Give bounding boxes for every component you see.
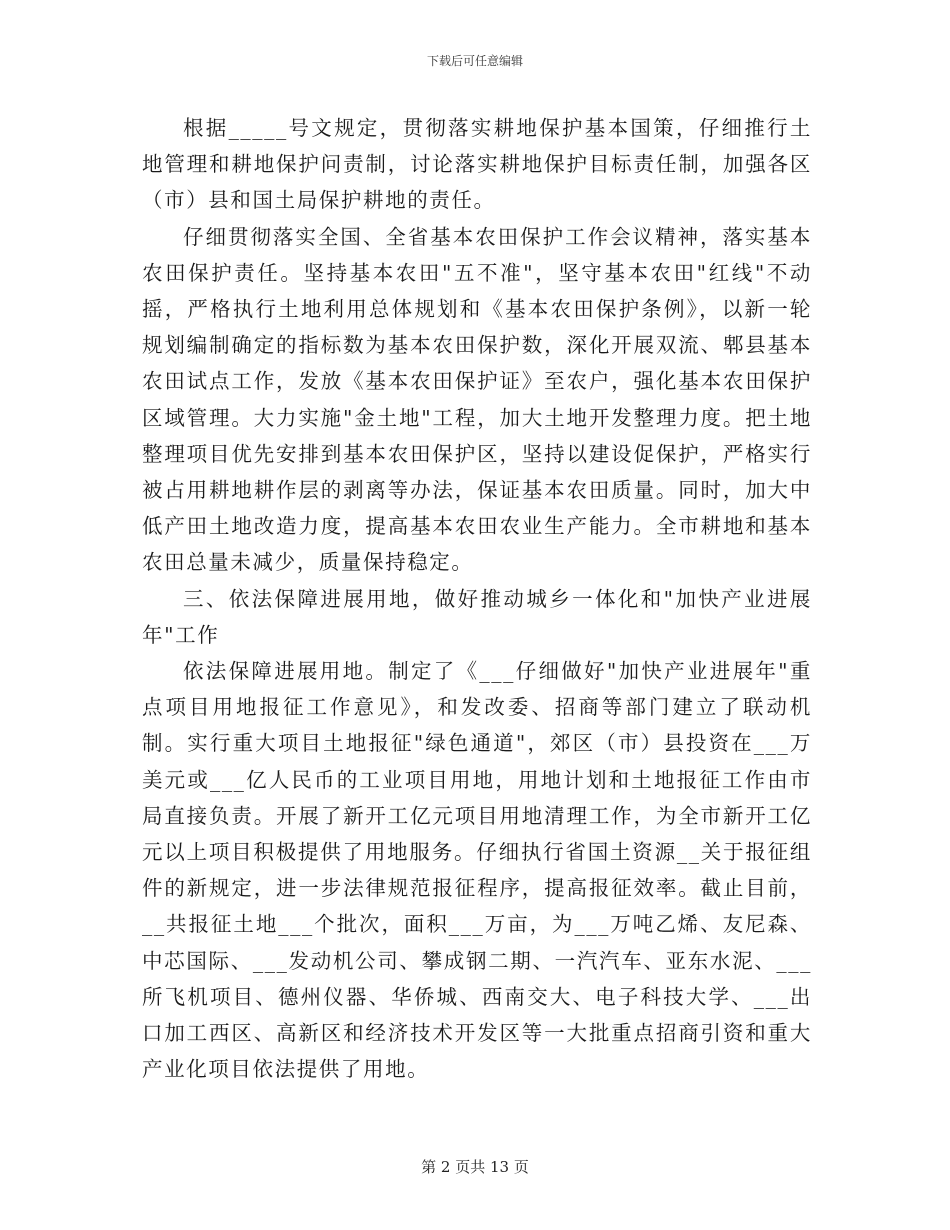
document-body [142,110,812,1087]
paragraph-1: 根据_____号文规定，贯彻落实耕地保护基本国策，仔细推行土地管理和耕地保护问责制，讨论落实耕地保护目标责任制，加强各区（市）县和国土局保护耕地的责任。 [142,116,812,213]
paragraph-3: 依法保障进展用地。制定了《___仔细做好"加快产业进展年"重点项目用地报征工作意见》，和发改委、招商等部门建立了联动机制。实行重大项目土地报征"绿色通道"，郊区（市）县投资在___万美元或___亿人民币的工业项目用地，用地计划和土地报征工作由市局直接负责。开展了新开工亿元项目用地清理工作，为全市新开工亿元以上项目积极提供了用地服务。仔细执行省国土资源__关于报征组件的新规定，进一步法律规范报征程序，提高报征效率。截止目前，__共报征土地___个批次，面积___万亩，为___万吨乙烯、友尼森、中芯国际、___发动机公司、攀成钢二期、一汽汽车、亚东水泥、___所飞机项目、德州仪器、华侨城、西南交大、电子科技大学、___出口加工西区、高新区和经济技术开发区等一大批重点招商引资和重大产业化项目依法提供了用地。 [142,659,812,1082]
section-heading: 三、依法保障进展用地，做好推动城乡一体化和"加快产业进展年"工作 [142,586,812,647]
paragraph-2: 仔细贯彻落实全国、全省基本农田保护工作会议精神，落实基本农田保护责任。坚持基本农田"五不准"，坚守基本农田"红线"不动摇，严格执行土地利用总体规划和《基本农田保护条例》，以新一轮规划编制确定的指标数为基本农田保护数，深化开展双流、郫县基本农田试点工作，发放《基本农田保护证》至农户，强化基本农田保护区域管理。大力实施"金土地"工程，加大土地开发整理力度。把土地整理项目优先安排到基本农田保护区，坚持以建设促保护，严格实行被占用耕地耕作层的剥离等办法，保证基本农田质量。同时，加大中低产田土地改造力度，提高基本农田农业生产能力。全市耕地和基本农田总量未减少，质量保持稳定。 [142,224,812,575]
page-header: 下载后可任意编辑 [426,54,523,68]
page-number: 第 2 页共 13 页 [421,1158,529,1176]
